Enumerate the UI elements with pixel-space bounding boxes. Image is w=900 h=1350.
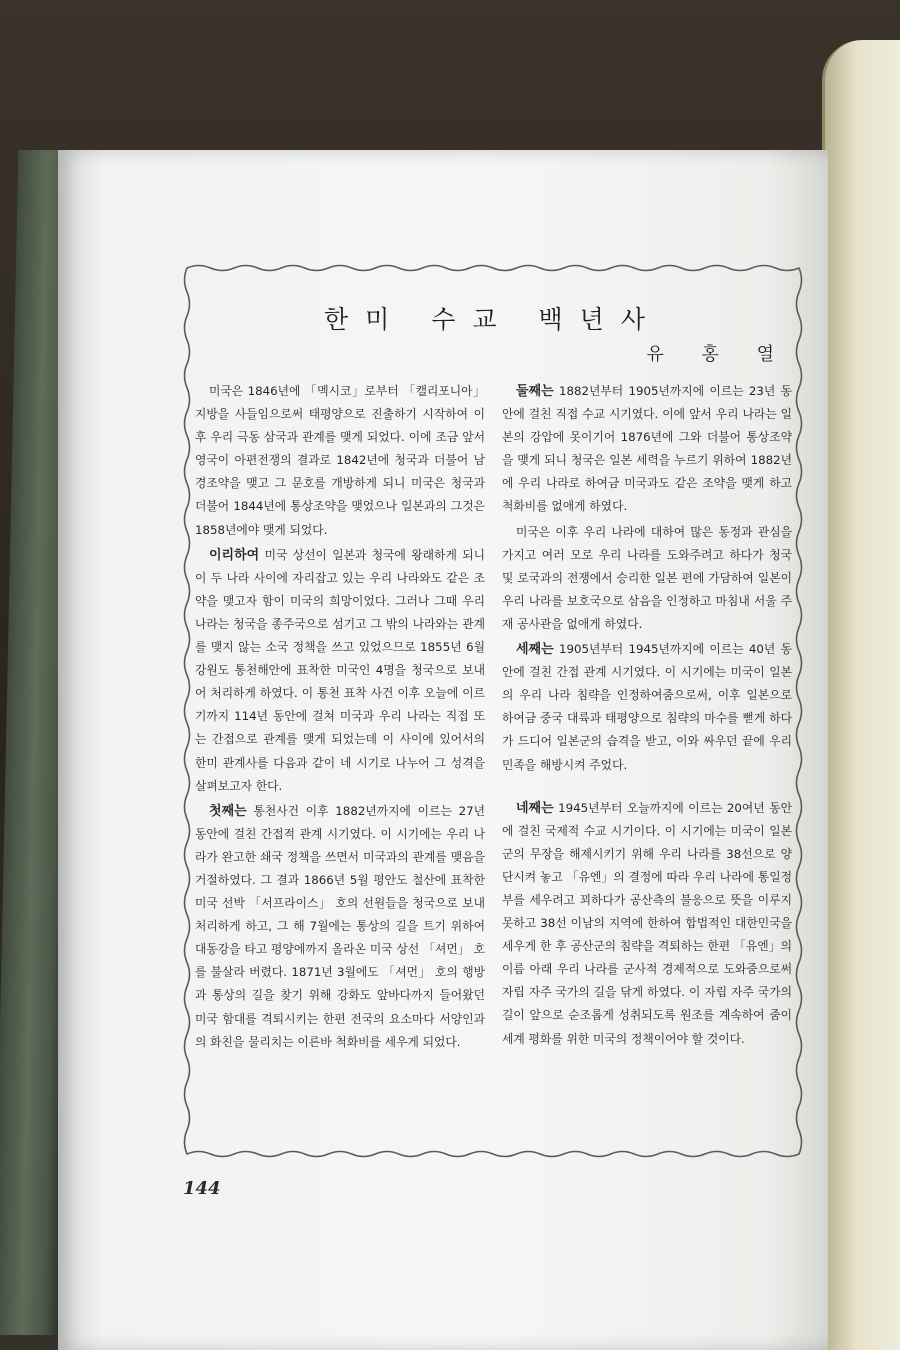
article-title: 한미 수교 백년사 — [324, 305, 662, 334]
paragraph-lead: 세째는 — [516, 642, 554, 658]
right-column — [502, 380, 792, 1053]
page-number: 144 — [183, 1178, 221, 1199]
paragraph-lead: 네째는 — [516, 800, 554, 816]
left-column — [195, 380, 485, 1056]
paragraph: 미국은 이후 우리 나라에 대하여 많은 동정과 관심을 가지고 여러 모로 우리 나라를 도와주려고 하다가 청국 및 로국과의 전쟁에서 승리한 일본 편에 가담하여 일본이 우리 나라를 보호국으로 삼음을 인정하고 마침내 서울 주재 공사관을 없애게 하였다. — [502, 524, 792, 631]
paragraph: 미국은 1846년에 「멕시코」로부터 「캘리포니아」 지방을 사들임으로써 태평양으로 진출하기 시작하여 이후 우리 극동 삼국과 관계를 맺게 되었다. 이에 조금 앞서 영국이 아편전쟁의 결과로 1842년에 청국과 더불어 남경조약을 맺고 그 문호를 개방하게 되니 미국은 청국과 더불어 1844년에 통상조약을 맺었으나 일본과의 그것은 1858년에야 맺게 되었다. — [195, 384, 485, 537]
paragraph: 세째는 1905년부터 1945년까지에 이르는 40년 동안에 걸친 간접 관계 시기였다. 이 시기에는 미국이 일본의 우리 나라 침략을 인정하여줌으로써, 이후 일본으로 하여금 중국 대륙과 태평양으로 침략의 마수를 뻗게 하다가 드디어 일본군의 습격을 받고, 이와 싸우던 끝에 우리 민족을 해방시켜 주었다. — [502, 642, 792, 772]
paragraph-lead: 둘째는 — [516, 384, 554, 399]
facing-page-edge — [822, 40, 900, 1350]
paragraph: 첫째는 통천사건 이후 1882년까지에 이르는 27년 동안에 걸친 간접적 관계 시기였다. 이 시기에는 우리 나라가 완고한 쇄국 정책을 쓰면서 미국과의 관계를 맺음을 거절하였다. 그 결과 1866년 5월 평안도 철산에 표착한 미국 선박 「서프라이스」 호의 선원들을 청국으로 보내 처리하게 하고, 그 해 7월에는 통상의 길을 트기 위하여 대동강을 타고 평양에까지 올라온 미국 상선 「셔먼」 호를 불살라 버렸다. 1871년 3월에도 「셔먼」 호의 행방과 통상의 길을 찾기 위해 강화도 앞바다까지 들어왔던 미국 함대를 격퇴시키는 한편 전국의 요소마다 서양인과의 화친을 물리치는 이른바 척화비를 세우게 되었다. — [195, 803, 485, 1049]
paragraph: 둘째는 1882년부터 1905년까지에 이르는 23년 동안에 걸친 직접 수교 시기였다. 이에 앞서 우리 나라는 일본의 강압에 못이기어 1876년에 그와 더불어 통상조약을 맺게 되니 청국은 일본 세력을 누르기 위하여 1882년에 우리 나라로 하여금 미국과도 같은 조약을 맺게 하고 척화비를 없애게 하였다. — [502, 384, 792, 514]
paragraph-lead: 첫째는 — [209, 803, 247, 819]
paragraph-lead: 이리하여 — [209, 547, 260, 563]
paragraph: 네째는 1945년부터 오늘까지에 이르는 20여년 동안에 걸친 국제적 수교 시기이다. 이 시기에는 미국이 일본군의 무장을 해제시키기 위해 우리 나라를 38선으로 양단시켜 놓고 「유엔」의 결정에 따라 우리 나라에 통일정부를 세우려고 꾀하다가 공산측의 불응으로 뜻을 이루지 못하고 38선 이남의 지역에 한하여 합법적인 대한민국을 세우게 한 후 공산군의 침략을 격퇴하는 한편 「유엔」의 이름 아래 우리 나라를 군사적 경제적으로 도와줌으로써 자립 자주 국가의 길을 닦게 하였다. 이 자립 자주 국가의 길이 앞으로 순조롭게 성취되도록 원조를 계속하여 줌이 세계 평화를 위한 미국의 정책이어야 할 것이다. — [502, 800, 792, 1046]
article-author: 유 홍 열 — [646, 344, 790, 365]
paragraph: 이리하여 미국 상선이 일본과 청국에 왕래하게 되니 이 두 나라 사이에 자리잡고 있는 우리 나라와도 같은 조약을 맺고자 함이 미국의 희망이었다. 그러나 그때 우리 나라는 청국을 종주국으로 섬기고 그 밖의 나라와는 관계를 맺지 않는 소국 정책을 쓰고 있었으므로 1855년 6월 강원도 통천해안에 표착한 미국인 4명을 청국으로 보내어 처리하게 하였다. 이 통천 표착 사건 이후 오늘에 이르기까지 114년 동안에 걸쳐 미국과 우리 나라는 직접 또는 간접으로 관계를 맺게 되었는데 이 사이에 있어서의 한미 관계사를 다음과 같이 네 시기로 나누어 그 성격을 살펴보고자 한다. — [195, 547, 485, 793]
